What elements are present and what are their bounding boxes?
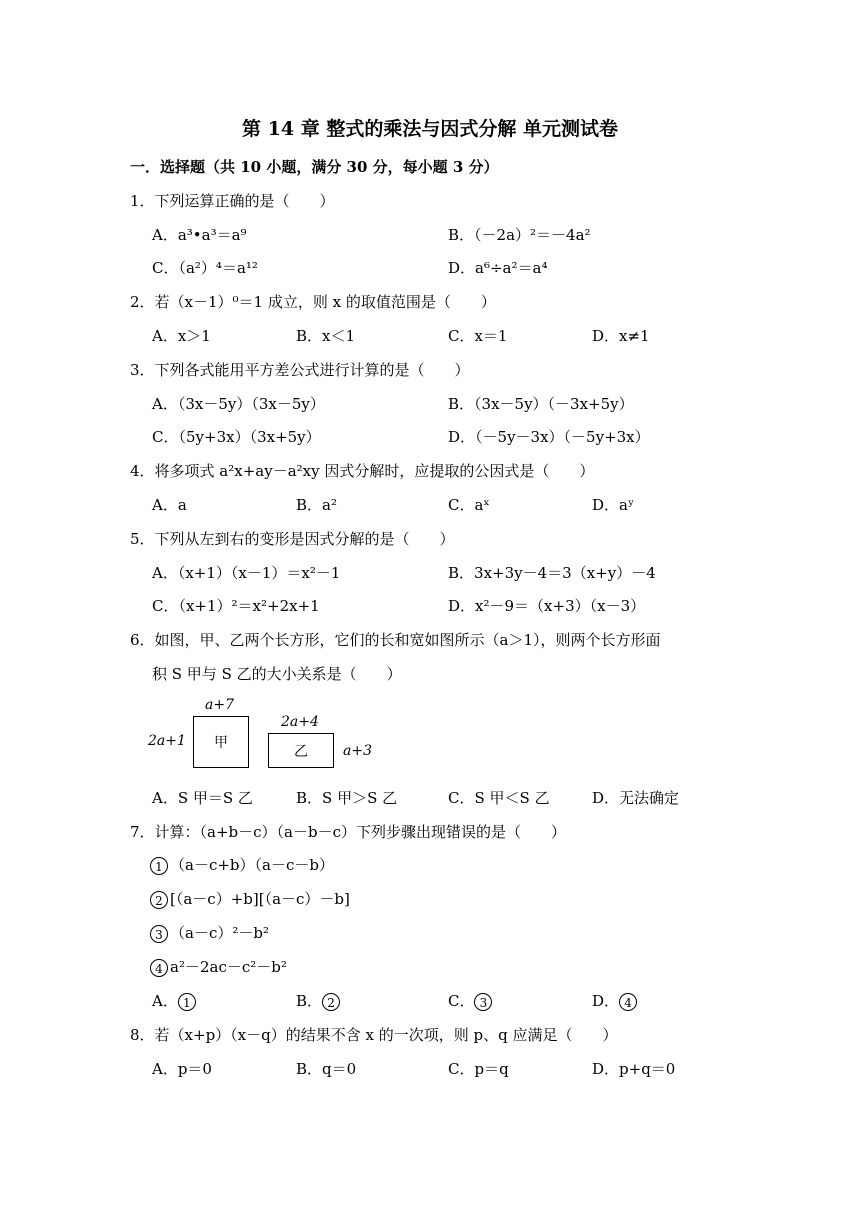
question-7-stem: 7．计算：（a+b－c）（a－b－c）下列步骤出现错误的是（ ） — [130, 823, 567, 841]
page-title: 第 14 章 整式的乘法与因式分解 单元测试卷 — [242, 118, 618, 140]
q1-option-b[interactable]: B．（－2a）²＝－4a² — [448, 226, 591, 244]
jia-width-label: 2a+1 — [148, 733, 186, 749]
q5-option-c[interactable]: C．（x+1）²＝x²+2x+1 — [152, 597, 320, 615]
question-8-stem: 8．若（x+p）（x－q）的结果不含 x 的一次项，则 p、q 应满足（ ） — [130, 1026, 618, 1044]
jia-length-label: a+7 — [205, 697, 234, 713]
q4-option-a[interactable]: A．a — [152, 496, 187, 514]
option-letter: C． — [448, 992, 475, 1010]
step-mark-1: 1 — [178, 993, 196, 1011]
rectangle-jia — [193, 716, 249, 768]
q7-step-4 — [150, 957, 287, 977]
q2-option-d[interactable]: D．x≠1 — [592, 327, 650, 345]
q7-option-c[interactable] — [448, 991, 494, 1011]
section-heading: 一．选择题（共 10 小题，满分 30 分，每小题 3 分） — [130, 158, 499, 176]
q7-step-3 — [150, 923, 269, 943]
q3-option-b[interactable]: B．（3x－5y）（－3x+5y） — [448, 395, 634, 413]
rectangle-yi — [268, 733, 334, 768]
step-mark-3: 3 — [150, 925, 168, 943]
q3-option-c[interactable]: C．（5y+3x）（3x+5y） — [152, 428, 321, 446]
step-mark-2: 2 — [322, 993, 340, 1011]
q3-option-d[interactable]: D．（－5y－3x）（－5y+3x） — [448, 428, 650, 446]
q8-option-c[interactable]: C．p＝q — [448, 1060, 509, 1078]
step-mark-3: 3 — [474, 993, 492, 1011]
step-text: （a－c）²－b² — [170, 924, 269, 942]
q7-step-2 — [150, 889, 350, 909]
option-letter: D． — [592, 992, 620, 1010]
step-text: a²－2ac－c²－b² — [170, 958, 287, 976]
yi-width-label: a+3 — [343, 743, 372, 759]
q2-option-c[interactable]: C．x＝1 — [448, 327, 508, 345]
step-mark-4: 4 — [150, 959, 168, 977]
question-5-stem: 5．下列从左到右的变形是因式分解的是（ ） — [130, 530, 455, 548]
q1-option-c[interactable]: C．（a²）⁴＝a¹² — [152, 259, 258, 277]
step-mark-1: 1 — [150, 857, 168, 875]
q5-option-d[interactable]: D．x²－9＝（x+3）（x－3） — [448, 597, 646, 615]
question-2-stem: 2．若（x－1）⁰＝1 成立，则 x 的取值范围是（ ） — [130, 293, 496, 311]
q8-option-d[interactable]: D．p+q＝0 — [592, 1060, 676, 1078]
jia-label: 甲 — [214, 735, 228, 751]
question-3-stem: 3．下列各式能用平方差公式进行计算的是（ ） — [130, 361, 470, 379]
q7-option-a[interactable] — [152, 991, 198, 1011]
step-text: [（a－c）+b][（a－c）－b] — [170, 890, 350, 908]
q1-option-d[interactable]: D．a⁶÷a²＝a⁴ — [448, 259, 548, 277]
q8-option-a[interactable]: A．p＝0 — [152, 1060, 212, 1078]
q8-option-b[interactable]: B．q＝0 — [296, 1060, 357, 1078]
q7-step-1 — [150, 855, 334, 875]
step-text: （a－c+b）（a－c－b） — [170, 856, 334, 874]
q7-option-b[interactable] — [296, 991, 342, 1011]
q6-option-d[interactable]: D．无法确定 — [592, 789, 680, 807]
q4-option-d[interactable]: D．aʸ — [592, 496, 635, 514]
q1-option-a[interactable]: A．a³•a³＝a⁹ — [152, 226, 247, 244]
question-6-stem-cont: 积 S 甲与 S 乙的大小关系是（ ） — [152, 665, 402, 683]
q6-option-c[interactable]: C．S 甲＜S 乙 — [448, 789, 550, 807]
q5-option-b[interactable]: B．3x+3y－4＝3（x+y）－4 — [448, 564, 656, 582]
question-6-stem: 6．如图，甲、乙两个长方形，它们的长和宽如图所示（a＞1），则两个长方形面 — [130, 631, 661, 649]
yi-label: 乙 — [294, 743, 308, 760]
q3-option-a[interactable]: A．（3x－5y）（3x－5y） — [152, 395, 325, 413]
q4-option-c[interactable]: C．aˣ — [448, 496, 490, 514]
q5-option-a[interactable]: A．（x+1）（x－1）＝x²－1 — [152, 564, 341, 582]
q7-option-d[interactable] — [592, 991, 639, 1011]
yi-length-label: 2a+4 — [281, 714, 319, 730]
question-1-stem: 1．下列运算正确的是（ ） — [130, 192, 335, 210]
q2-option-a[interactable]: A．x＞1 — [152, 327, 211, 345]
q2-option-b[interactable]: B．x＜1 — [296, 327, 356, 345]
step-mark-2: 2 — [150, 891, 168, 909]
option-letter: B． — [296, 992, 323, 1010]
step-mark-4: 4 — [619, 993, 637, 1011]
q6-option-a[interactable]: A．S 甲＝S 乙 — [152, 789, 253, 807]
q6-option-b[interactable]: B．S 甲＞S 乙 — [296, 789, 398, 807]
option-letter: A． — [152, 992, 178, 1010]
q4-option-b[interactable]: B．a² — [296, 496, 337, 514]
question-4-stem: 4．将多项式 a²x+ay－a²xy 因式分解时，应提取的公因式是（ ） — [130, 462, 595, 480]
